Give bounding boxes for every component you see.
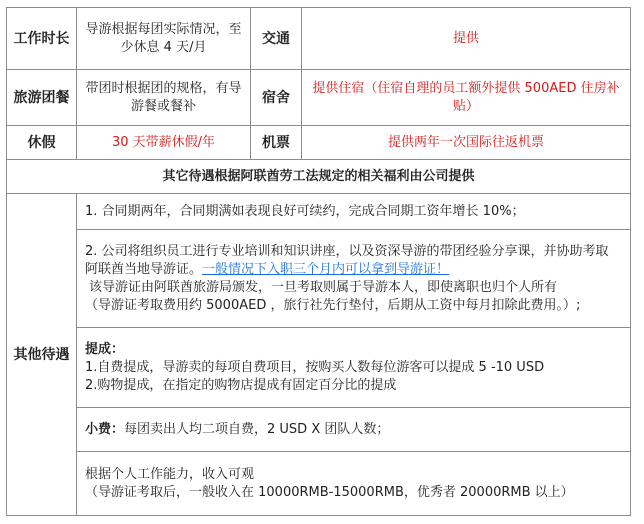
commission-line-1: 1.自费提成，导游卖的每项自费项目，按购买人数每位游客可以提成 5 -10 USD [85, 359, 545, 375]
row-meals [7, 70, 631, 126]
label-transport: 交通 [251, 8, 302, 70]
label-work-hours: 工作时长 [7, 8, 77, 70]
row-other-2 [7, 230, 631, 328]
income-line-1: 根据个人工作能力，收入可观 [85, 466, 255, 482]
commission-block [77, 328, 631, 408]
income-block [77, 452, 631, 516]
label-dorm: 宿舍 [251, 70, 302, 126]
value-meals: 带团时根据团的规格，有导游餐或餐补 [77, 70, 251, 126]
row-tip [7, 408, 631, 452]
row-other-1 [7, 194, 631, 230]
item2-line4: （导游证考取费用约 5000AED ，旅行社先行垫付，后期从工资中每月扣除此费用。）; [85, 297, 581, 313]
other-item-1: 1. 合同期两年，合同期满如表现良好可续约，完成合同期工资年增长 10%； [77, 194, 631, 230]
item2-text: 2. 公司将组织员工进行专业培训和知识讲座，以及资深导游的带团经验分享课，并协助考取阿联酋当地导游证。 [85, 243, 609, 277]
item2-line3: 该导游证由阿联酋旅游局颁发，一旦考取则属于导游本人，即使离职也归个人所有 [89, 279, 558, 295]
label-other: 其他待遇 [7, 194, 77, 516]
row-holiday [7, 126, 631, 160]
value-dorm: 提供住宿（住宿自理的员工额外提供 500AED 住房补贴） [302, 70, 631, 126]
value-airfare: 提供两年一次国际往返机票 [302, 126, 631, 160]
other-item-2 [77, 230, 631, 328]
license-timeline-link[interactable]: 一般情况下入职三个月内可以拿到导游证！ [202, 261, 450, 277]
label-holiday: 休假 [7, 126, 77, 160]
value-holiday: 30 天带薪休假/年 [77, 126, 251, 160]
value-work-hours: 导游根据每团实际情况，至少休息 4 天/月 [77, 8, 251, 70]
value-transport: 提供 [302, 8, 631, 70]
label-meals: 旅游团餐 [7, 70, 77, 126]
label-airfare: 机票 [251, 126, 302, 160]
commission-line-2: 2.购物提成，在指定的购物店提成有固定百分比的提成 [85, 377, 397, 393]
tip-block [77, 408, 631, 452]
tip-text: 每团卖出人均二项自费，2 USD X 团队人数； [124, 421, 390, 437]
row-income [7, 452, 631, 516]
row-commission [7, 328, 631, 408]
section-title: 其它待遇根据阿联酋劳工法规定的相关福利由公司提供 [7, 160, 631, 194]
tip-title: 小费： [85, 421, 125, 437]
benefits-table [6, 7, 631, 516]
row-work-hours [7, 8, 631, 70]
commission-title: 提成： [85, 341, 125, 357]
row-section-title [7, 160, 631, 194]
income-line-2: （导游证考取后，一般收入在 10000RMB-15000RMB，优秀者 20000RMB 以上） [85, 484, 574, 500]
